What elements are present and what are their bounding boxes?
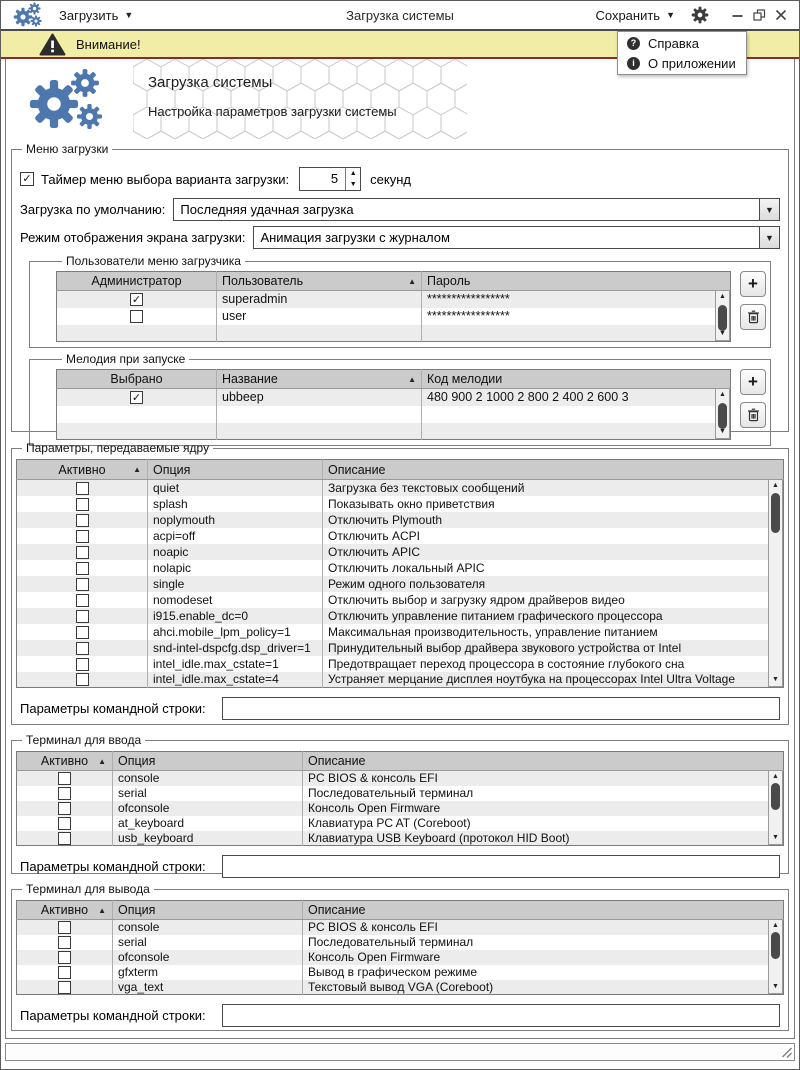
default-boot-label: Загрузка по умолчанию: — [20, 202, 166, 217]
checkbox-cell[interactable] — [17, 656, 148, 672]
page-subtitle: Настройка параметров загрузки системы — [148, 104, 397, 119]
chevron-down-icon: ▼ — [666, 10, 675, 20]
column-header[interactable]: Выбрано — [57, 370, 217, 389]
table-cell[interactable]: serial — [113, 786, 303, 801]
table-cell[interactable]: Показывать окно приветствия — [323, 496, 784, 512]
table-cell[interactable]: acpi=off — [148, 528, 323, 544]
table-row[interactable] — [17, 592, 784, 608]
users-table-actions — [740, 271, 766, 330]
spin-down-icon[interactable]: ▼ — [349, 181, 357, 188]
table-row[interactable] — [17, 786, 784, 801]
row-checkbox[interactable] — [58, 921, 71, 934]
table-cell[interactable]: Отключить управление питанием графического процессора — [323, 608, 784, 624]
column-header[interactable]: Опция — [113, 752, 303, 771]
vertical-scrollbar[interactable] — [768, 479, 783, 687]
empty-row — [57, 325, 731, 342]
checkbox-cell[interactable] — [57, 389, 217, 406]
checkbox-cell[interactable] — [17, 624, 148, 640]
combobox-arrow-icon[interactable]: ▼ — [759, 227, 779, 248]
warning-text: Внимание! — [76, 36, 141, 52]
table-cell[interactable]: PC BIOS & консоль EFI — [303, 771, 784, 786]
scroll-down-icon[interactable]: ▼ — [772, 676, 779, 683]
row-checkbox[interactable] — [76, 530, 89, 543]
add-melody-button[interactable] — [740, 369, 766, 395]
terminal-output-cmdline-input[interactable] — [222, 1004, 780, 1027]
menu-item-about[interactable] — [618, 53, 746, 73]
settings-dropdown-menu — [617, 31, 747, 75]
sort-ascending-icon: ▲ — [408, 276, 416, 286]
terminal-output-cmdline-label: Параметры командной строки: — [20, 1008, 206, 1023]
checkbox-cell[interactable] — [17, 512, 148, 528]
table-row[interactable] — [17, 935, 784, 950]
terminal-input-cmdline-input[interactable] — [222, 855, 780, 878]
table-cell[interactable]: snd-intel-dspcfg.dsp_driver=1 — [148, 640, 323, 656]
sort-ascending-icon: ▲ — [98, 905, 106, 915]
scrollbar-thumb[interactable] — [771, 783, 780, 810]
scrollbar-thumb[interactable] — [718, 305, 727, 331]
kernel-params-table[interactable] — [16, 459, 784, 688]
table-row[interactable] — [17, 965, 784, 980]
column-header[interactable]: Активно ▲ — [17, 752, 113, 771]
table-cell[interactable]: Загрузка без текстовых сообщений — [323, 480, 784, 496]
table-cell[interactable]: i915.enable_dc=0 — [148, 608, 323, 624]
table-cell[interactable]: Отключить APIC — [323, 544, 784, 560]
column-header[interactable]: Название ▲ — [217, 370, 422, 389]
help-circle-icon: ? — [627, 37, 640, 50]
timer-label: Таймер меню выбора варианта загрузки: — [41, 171, 290, 187]
boot-users-group — [29, 254, 771, 348]
kernel-cmdline-input[interactable] — [222, 697, 780, 720]
table-cell[interactable]: Режим одного пользователя — [323, 576, 784, 592]
display-mode-row — [20, 226, 780, 249]
close-icon[interactable] — [775, 9, 787, 21]
kernel-params-group — [11, 441, 789, 725]
add-user-button[interactable] — [740, 271, 766, 297]
table-row[interactable] — [17, 950, 784, 965]
column-header[interactable]: Код мелодии — [422, 370, 731, 389]
table-cell[interactable]: Устраняет мерцание дисплея ноутбука на процессорах Intel Ultra Voltage — [323, 672, 784, 688]
scroll-up-icon[interactable]: ▲ — [772, 922, 779, 929]
terminal-output-table[interactable] — [16, 900, 784, 995]
kernel-cmdline-row — [20, 697, 780, 720]
row-checkbox[interactable] — [58, 802, 71, 815]
row-checkbox[interactable]: ✓ — [131, 392, 142, 405]
table-row[interactable] — [17, 920, 784, 935]
table-cell[interactable]: Отключить локальный APIC — [323, 560, 784, 576]
scroll-up-icon[interactable]: ▲ — [719, 391, 726, 398]
default-boot-row — [20, 198, 780, 221]
users-table[interactable] — [56, 271, 731, 342]
table-cell[interactable]: Предотвращает переход процессора в состояние глубокого сна — [323, 656, 784, 672]
checkbox-cell[interactable] — [17, 965, 113, 980]
row-checkbox[interactable] — [76, 514, 89, 527]
table-row[interactable] — [17, 576, 784, 592]
table-row[interactable] — [17, 816, 784, 831]
checkbox-cell[interactable] — [17, 560, 148, 576]
table-cell[interactable]: Последовательный терминал — [303, 786, 784, 801]
timer-value: 5 — [330, 171, 339, 186]
row-checkbox[interactable] — [58, 787, 71, 800]
delete-melody-button[interactable] — [740, 402, 766, 428]
table-row[interactable] — [57, 308, 731, 325]
sort-ascending-icon: ▲ — [408, 374, 416, 384]
checkbox-cell[interactable] — [17, 950, 113, 965]
sort-ascending-icon: ▲ — [133, 465, 141, 474]
checkbox-cell[interactable] — [17, 528, 148, 544]
table-cell[interactable]: Клавиатура PC AT (Coreboot) — [303, 816, 784, 831]
vertical-scrollbar[interactable] — [768, 919, 783, 994]
column-header[interactable]: Администратор — [57, 272, 217, 291]
table-cell[interactable]: Вывод в графическом режиме — [303, 965, 784, 980]
terminal-input-group — [11, 733, 789, 874]
resize-grip[interactable] — [781, 1047, 792, 1058]
table-row[interactable] — [57, 291, 731, 308]
table-row[interactable] — [17, 831, 784, 846]
table-cell[interactable]: Максимальная производительность, управление питанием — [323, 624, 784, 640]
checkbox-cell[interactable] — [17, 544, 148, 560]
table-row[interactable] — [17, 656, 784, 672]
table-row[interactable] — [17, 544, 784, 560]
checkbox-cell[interactable] — [17, 771, 113, 786]
vertical-scrollbar[interactable] — [715, 290, 730, 341]
plus-icon: + — [748, 372, 758, 391]
table-cell[interactable]: usb_keyboard — [113, 831, 303, 846]
checkbox-cell[interactable] — [17, 496, 148, 512]
checkbox-cell[interactable] — [17, 935, 113, 950]
melody-table-actions — [740, 369, 766, 428]
default-boot-value: Последняя удачная загрузка — [180, 202, 354, 217]
table-cell[interactable]: ***************** — [422, 291, 731, 308]
terminal-output-cmdline-row — [20, 1004, 780, 1027]
table-cell[interactable]: vga_text — [113, 980, 303, 995]
table-row[interactable] — [17, 512, 784, 528]
table-row[interactable] — [17, 624, 784, 640]
info-circle-icon: i — [627, 57, 640, 70]
table-row[interactable] — [17, 801, 784, 816]
table-cell[interactable]: Последовательный терминал — [303, 935, 784, 950]
row-checkbox[interactable] — [76, 658, 89, 671]
terminal-output-group — [11, 882, 789, 1031]
table-cell[interactable]: PC BIOS & консоль EFI — [303, 920, 784, 935]
menu-item-help[interactable] — [618, 33, 746, 53]
table-cell[interactable]: serial — [113, 935, 303, 950]
table-cell[interactable]: nomodeset — [148, 592, 323, 608]
table-cell[interactable]: user — [217, 308, 422, 325]
table-cell[interactable]: Отключить Plymouth — [323, 512, 784, 528]
delete-user-button[interactable] — [740, 304, 766, 330]
spin-up-icon[interactable]: ▲ — [349, 170, 357, 177]
menu-item-label: О приложении — [648, 55, 736, 71]
table-cell[interactable]: console — [113, 920, 303, 935]
column-header[interactable]: Пароль — [422, 272, 731, 291]
menu-item-label: Справка — [648, 35, 699, 51]
column-header[interactable]: Пользователь ▲ — [217, 272, 422, 291]
boot-melody-group — [29, 352, 771, 446]
column-header[interactable]: Описание — [303, 901, 784, 920]
timer-row — [20, 165, 780, 193]
display-mode-value: Анимация загрузки с журналом — [260, 230, 450, 245]
table-cell[interactable]: gfxterm — [113, 965, 303, 980]
timer-checkbox[interactable]: ✓ — [20, 172, 34, 186]
table-cell[interactable]: superadmin — [217, 291, 422, 308]
table-cell[interactable]: noapic — [148, 544, 323, 560]
table-cell[interactable]: intel_idle.max_cstate=4 — [148, 672, 323, 688]
table-row[interactable] — [17, 480, 784, 496]
hexagon-pattern — [133, 59, 467, 139]
row-checkbox[interactable] — [76, 626, 89, 639]
users-table-wrapper — [56, 271, 731, 342]
table-cell[interactable]: console — [113, 771, 303, 786]
page-title: Загрузка системы — [148, 74, 273, 91]
table-cell[interactable]: ***************** — [422, 308, 731, 325]
table-cell[interactable]: splash — [148, 496, 323, 512]
table-cell[interactable]: Консоль Open Firmware — [303, 801, 784, 816]
save-button-label: Сохранить — [595, 7, 661, 23]
vertical-scrollbar[interactable] — [768, 770, 783, 845]
column-header[interactable]: Активно ▲ — [17, 901, 113, 920]
terminal-input-cmdline-row — [20, 855, 780, 878]
gears-banner-icon — [26, 66, 112, 132]
scrollbar-thumb[interactable] — [771, 932, 780, 959]
terminal-input-legend: Терминал для ввода — [26, 733, 142, 747]
main-content — [5, 59, 795, 1039]
combobox-arrow-icon[interactable]: ▼ — [759, 199, 779, 220]
scroll-up-icon[interactable]: ▲ — [772, 773, 779, 780]
plus-icon: + — [748, 274, 758, 293]
terminal-input-table[interactable] — [16, 751, 784, 846]
scroll-down-icon[interactable]: ▼ — [772, 834, 779, 841]
checkbox-cell[interactable] — [17, 920, 113, 935]
table-row[interactable] — [17, 496, 784, 512]
column-header[interactable]: Описание — [323, 460, 784, 480]
kernel-cmdline-label: Параметры командной строки: — [20, 701, 206, 716]
table-cell[interactable]: ubbeep — [217, 389, 422, 406]
empty-row — [57, 406, 731, 423]
table-row[interactable] — [17, 640, 784, 656]
melody-table[interactable] — [56, 369, 731, 440]
melody-table-wrapper — [56, 369, 731, 440]
checkbox-cell[interactable] — [57, 308, 217, 325]
checkbox-cell[interactable] — [17, 816, 113, 831]
row-checkbox[interactable]: ✓ — [131, 294, 142, 307]
title-bar — [1, 1, 799, 31]
checkbox-cell[interactable] — [17, 786, 113, 801]
checkbox-cell[interactable] — [17, 801, 113, 816]
display-mode-combobox[interactable] — [253, 226, 780, 249]
checkbox-cell[interactable] — [17, 592, 148, 608]
table-cell[interactable]: ahci.mobile_lpm_policy=1 — [148, 624, 323, 640]
table-cell[interactable]: Текстовый вывод VGA (Coreboot) — [303, 980, 784, 995]
display-mode-label: Режим отображения экрана загрузки: — [20, 230, 246, 245]
load-button[interactable] — [59, 8, 133, 23]
column-header[interactable]: Опция — [113, 901, 303, 920]
scrollbar-thumb[interactable] — [771, 493, 780, 533]
restore-icon[interactable] — [753, 9, 766, 21]
warning-triangle-icon — [39, 33, 66, 56]
row-checkbox[interactable] — [76, 642, 89, 655]
minimize-icon[interactable] — [731, 10, 744, 21]
scroll-down-icon[interactable]: ▼ — [719, 330, 726, 337]
table-cell[interactable]: Отключить ACPI — [323, 528, 784, 544]
table-cell[interactable]: 480 900 2 1000 2 800 2 400 2 600 3 — [422, 389, 731, 406]
row-checkbox[interactable] — [58, 936, 71, 949]
checkbox-cell[interactable] — [57, 291, 217, 308]
row-checkbox[interactable] — [58, 772, 71, 785]
table-cell[interactable]: Принудительный выбор драйвера звукового устройства от Intel — [323, 640, 784, 656]
checkbox-cell[interactable] — [17, 640, 148, 656]
table-row[interactable] — [57, 389, 731, 406]
kernel-params-legend: Параметры, передаваемые ядру — [26, 441, 210, 455]
table-row[interactable] — [17, 528, 784, 544]
vertical-scrollbar[interactable] — [715, 388, 730, 439]
table-row[interactable] — [17, 608, 784, 624]
scrollbar-thumb[interactable] — [718, 403, 727, 429]
row-checkbox[interactable] — [58, 817, 71, 830]
save-button[interactable] — [595, 8, 675, 23]
scroll-down-icon[interactable]: ▼ — [719, 428, 726, 435]
window-title: Загрузка системы — [346, 7, 454, 23]
scroll-down-icon[interactable]: ▼ — [772, 983, 779, 990]
row-checkbox[interactable] — [58, 832, 71, 845]
boot-menu-group — [11, 142, 789, 435]
column-header[interactable]: Описание — [303, 752, 784, 771]
table-cell[interactable]: intel_idle.max_cstate=1 — [148, 656, 323, 672]
checkbox-cell[interactable] — [17, 672, 148, 688]
row-checkbox[interactable] — [76, 594, 89, 607]
checkbox-cell[interactable] — [17, 608, 148, 624]
table-cell[interactable]: ofconsole — [113, 801, 303, 816]
row-checkbox[interactable] — [130, 310, 143, 323]
table-cell[interactable]: single — [148, 576, 323, 592]
scroll-up-icon[interactable]: ▲ — [772, 482, 779, 489]
row-checkbox[interactable] — [76, 562, 89, 575]
kernel-table-wrapper — [16, 459, 784, 688]
boot-menu-legend: Меню загрузки — [26, 142, 109, 156]
table-row[interactable] — [17, 560, 784, 576]
checkbox-cell[interactable] — [17, 480, 148, 496]
table-cell[interactable]: Отключить выбор и загрузку ядром драйверов видео — [323, 592, 784, 608]
terminal-input-cmdline-label: Параметры командной строки: — [20, 859, 206, 874]
table-row[interactable] — [17, 672, 784, 688]
sort-ascending-icon: ▲ — [98, 756, 106, 766]
table-cell[interactable]: Консоль Open Firmware — [303, 950, 784, 965]
table-cell[interactable]: quiet — [148, 480, 323, 496]
timer-unit-label: секунд — [370, 171, 411, 187]
checkbox-cell[interactable] — [17, 980, 113, 995]
checkbox-cell[interactable] — [17, 831, 113, 846]
table-cell[interactable]: at_keyboard — [113, 816, 303, 831]
row-checkbox[interactable] — [58, 981, 71, 994]
table-cell[interactable]: noplymouth — [148, 512, 323, 528]
row-checkbox[interactable] — [58, 966, 71, 979]
row-checkbox[interactable] — [76, 546, 89, 559]
boot-melody-legend: Мелодия при запуске — [66, 352, 186, 366]
table-cell[interactable]: nolapic — [148, 560, 323, 576]
status-bar — [5, 1043, 795, 1061]
boot-users-legend: Пользователи меню загрузчика — [66, 254, 241, 268]
table-row[interactable] — [17, 771, 784, 786]
settings-gear-icon[interactable] — [691, 6, 709, 24]
table-cell[interactable]: Клавиатура USB Keyboard (протокол HID Boot) — [303, 831, 784, 846]
column-header[interactable]: Активно ▲ — [17, 460, 148, 480]
row-checkbox[interactable] — [58, 951, 71, 964]
load-button-label: Загрузить — [59, 7, 119, 23]
row-checkbox[interactable] — [76, 673, 89, 686]
timer-spinbox[interactable] — [299, 167, 361, 191]
table-row[interactable] — [17, 980, 784, 995]
chevron-down-icon: ▼ — [124, 10, 134, 20]
row-checkbox[interactable] — [76, 578, 89, 591]
row-checkbox[interactable] — [76, 610, 89, 623]
column-header[interactable]: Опция — [148, 460, 323, 480]
terminal-output-table-wrapper — [16, 900, 784, 995]
terminal-input-table-wrapper — [16, 751, 784, 846]
table-cell[interactable]: ofconsole — [113, 950, 303, 965]
empty-row — [57, 423, 731, 440]
scroll-up-icon[interactable]: ▲ — [719, 293, 726, 300]
default-boot-combobox[interactable] — [173, 198, 780, 221]
trash-icon — [747, 408, 760, 422]
row-checkbox[interactable] — [76, 482, 89, 495]
row-checkbox[interactable] — [76, 498, 89, 511]
checkbox-cell[interactable] — [17, 576, 148, 592]
trash-icon — [747, 310, 760, 324]
terminal-output-legend: Терминал для вывода — [26, 882, 150, 896]
